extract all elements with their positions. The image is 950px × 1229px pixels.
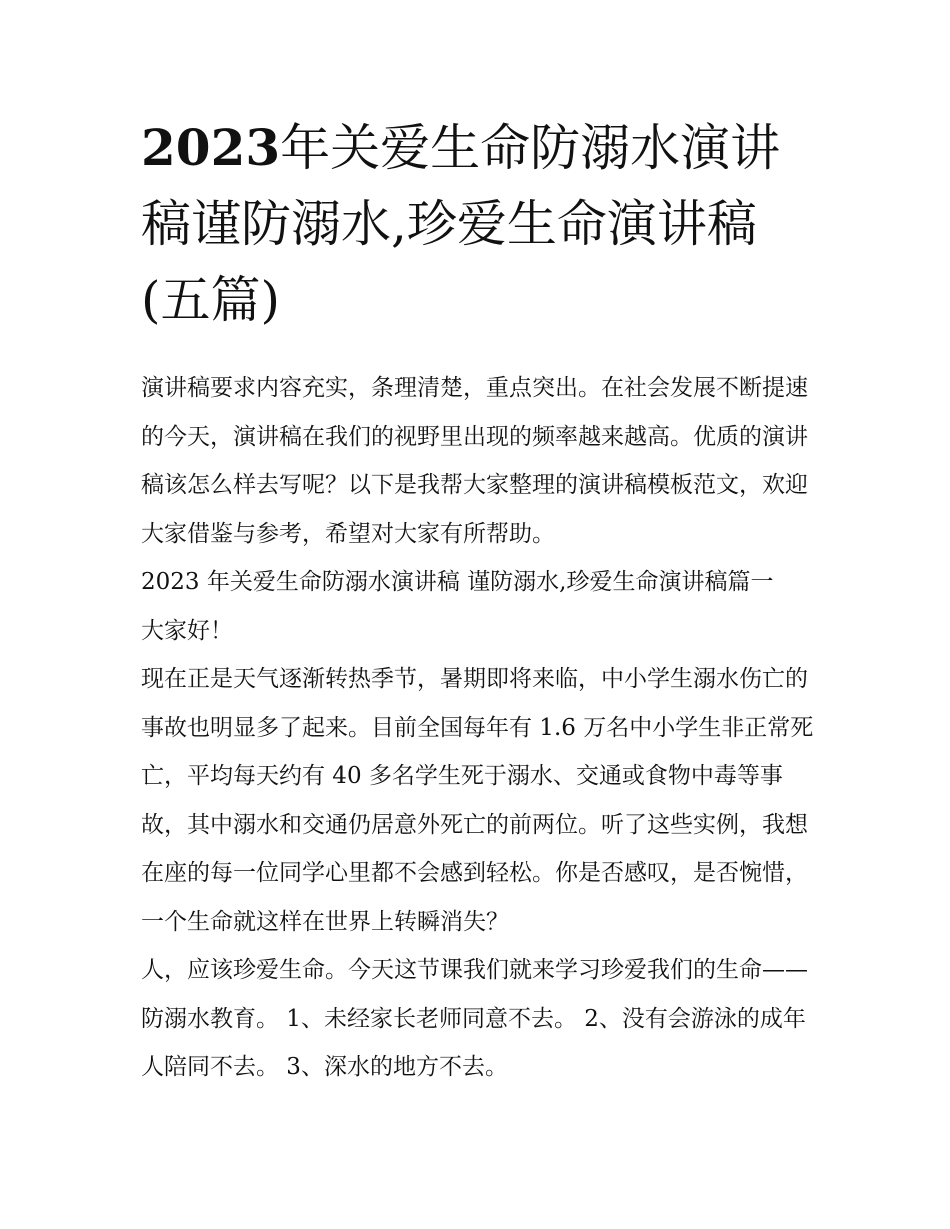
- intro-paragraph: 演讲稿要求内容充实，条理清楚，重点突出。在社会发展不断提速的今天，演讲稿在我们的视野里出现的频率越来越高。优质的演讲稿该怎么样去写呢？以下是我帮大家整理的演讲稿模板范文，欢迎大家借鉴与参考，希望对大家有所帮助。: [141, 375, 808, 547]
- document-body: [141, 110, 816, 1092]
- section-heading: 2023 年关爱生命防溺水演讲稿 谨防溺水,珍爱生命演讲稿篇一: [141, 569, 774, 595]
- title-text: 年关爱生命防溺水演讲稿谨防溺水,珍爱生命演讲稿(五篇): [141, 119, 781, 329]
- body-paragraph: 人，应该珍爱生命。今天这节课我们就来学习珍爱我们的生命——防溺水教育。 1、未经家长老师同意不去。 2、没有会游泳的成年人陪同不去。 3、深水的地方不去。: [141, 957, 808, 1080]
- greeting-paragraph: 大家好！: [141, 617, 233, 644]
- title-year: 2023: [141, 118, 281, 177]
- document-title: [141, 110, 816, 338]
- body-paragraph: 现在正是天气逐渐转热季节，暑期即将来临，中小学生溺水伤亡的事故也明显多了起来。目前全国每年有 1.6 万名中小学生非正常死亡，平均每天约有 40 多名学生死于溺水、交通或食物中毒等事故，其中溺水和交通仍居意外死亡的前两位。听了这些实例，我想在座的每一位同学心里都不会感到轻松。你是否感叹，是否惋惜，一个生命就这样在世界上转瞬消失？: [141, 666, 814, 935]
